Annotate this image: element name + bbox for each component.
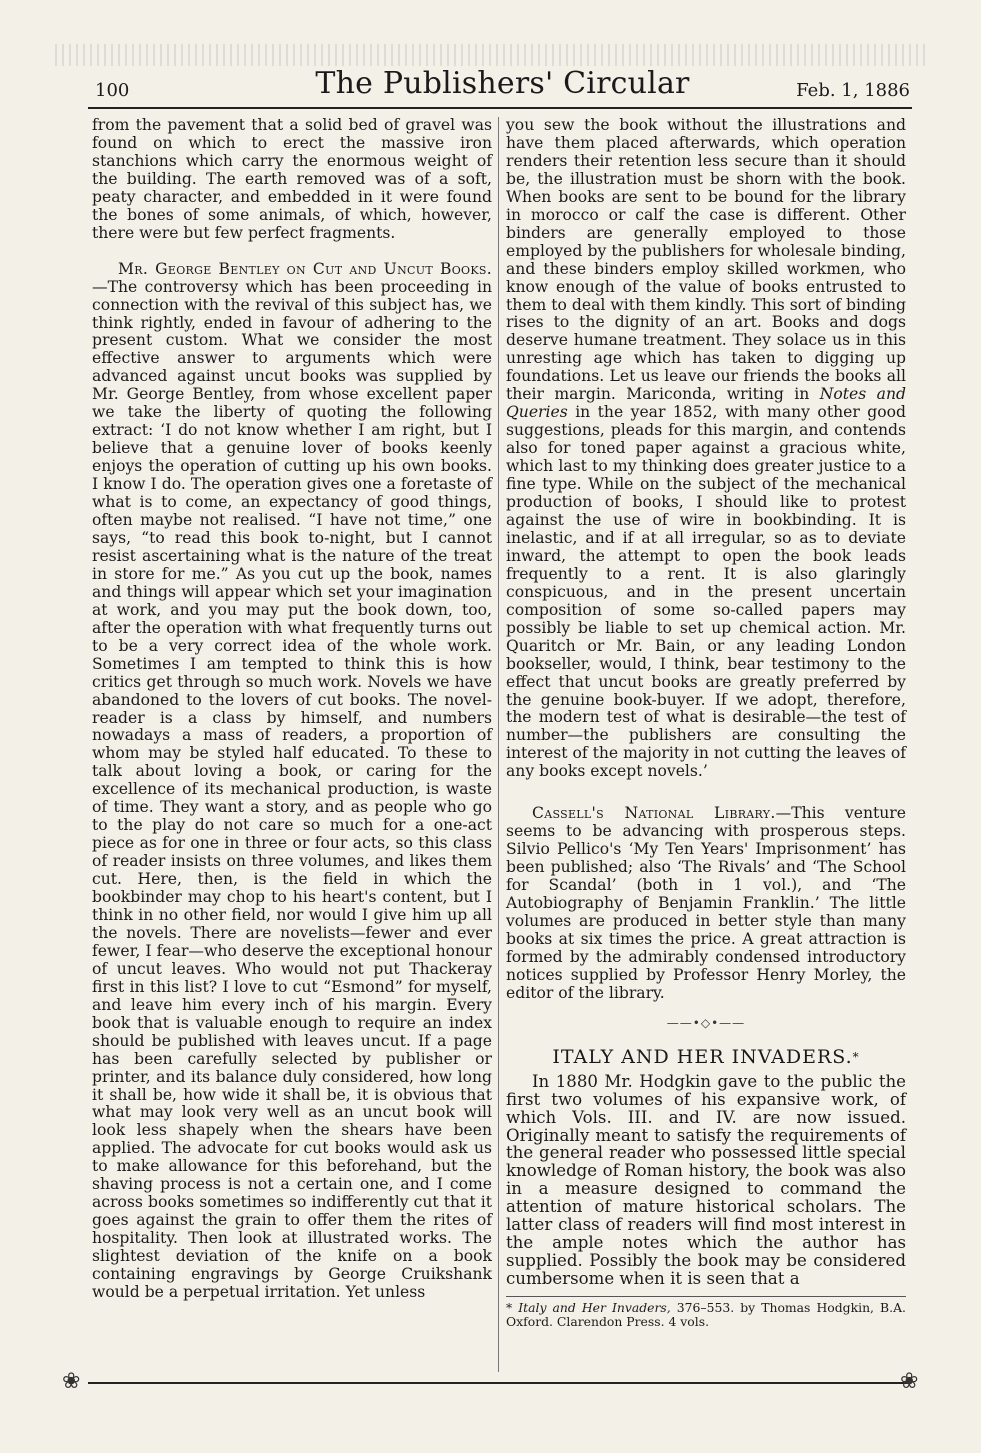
footer-rule xyxy=(88,1382,908,1384)
bentley-continued-text: you sew the book without the illustrations and have them placed afterwards, which operation renders their retention less secure than it should be, the illustration must be shorn with the book. When books are sent to be bound for the library in morocco or calf the case is different. Other binders are generally employed to those employed by the publishers for wholesale binding, and these binders employ skilled workmen, who know enough of the value of books entrusted to them to deal with them kindly. This sort of binding rises to the dignity of an art. Books and dogs deserve humane treatment. They solace us in this unresting age which has taken to digging up foundations. Let us leave our friends the books all their margin. Mariconda, writing in xyxy=(506,116,906,404)
italy-section-title xyxy=(506,1045,906,1068)
column-divider xyxy=(498,117,499,1372)
italy-title-text: ITALY AND HER INVADERS. xyxy=(552,1045,853,1068)
footnote-citation: 376–553. by Thomas Hodgkin, B.A. Oxford. Clarendon Press. 4 vols. xyxy=(506,1300,906,1329)
bentley-article xyxy=(92,261,492,1302)
bentley-heading: Mr. George Bentley on Cut and Uncut Books. xyxy=(118,259,492,278)
cassell-body: —This venture seems to be advancing with prosperous steps. Silvio Pellico's ‘My Ten Years' Imprisonment’ has been published; also ‘The Rivals’ and ‘The School for Scandal’ (both in 1 vol.), and ‘The Autobiography of Benjamin Franklin.’ The little volumes are produced in better style than many books at six times the price. A great attraction is formed by the admirably condensed introductory notices supplied by Professor Henry Morley, the editor of the library. xyxy=(506,804,906,1002)
page-header xyxy=(95,66,910,106)
print-smudge xyxy=(55,44,925,66)
right-column xyxy=(506,117,906,1328)
footnote-title: Italy and Her Invaders, xyxy=(518,1300,671,1316)
notes-queries-title: Notes and Queries xyxy=(506,385,906,422)
italy-review-body: In 1880 Mr. Hodgkin gave to the public the first two volumes of his expansive work, of which Vols. III. and IV. are now issued. Originally meant to satisfy the requirements of the general reader who possessed little special knowledge of Roman history, the book was also in a measure designed to command the attention of mature historical scholars. The latter class of readers will find most interest in the ample notes which the author has supplied. Possibly the book may be considered cumbersome when it is seen that a xyxy=(506,1071,906,1289)
masthead-title: The Publishers' Circular xyxy=(315,66,690,101)
page-number: 100 xyxy=(95,80,130,101)
cassell-heading: Cassell's National Library. xyxy=(532,804,776,823)
footnote-mark: * xyxy=(506,1300,513,1316)
flower-ornament-left: ❀ xyxy=(62,1369,81,1394)
footnote xyxy=(506,1301,906,1328)
issue-date: Feb. 1, 1886 xyxy=(796,80,910,101)
left-column xyxy=(92,117,492,1302)
footnote-rule xyxy=(506,1296,906,1297)
continued-paragraph: from the pavement that a solid bed of gravel was found on which to erect the massive iron stanchions which carry the enormous weight of the building. The earth removed was of a soft, peaty character, and embedded in it were found the bones of some animals, of which, however, there were but few perfect fragments. xyxy=(92,116,492,242)
header-rule xyxy=(88,107,912,109)
footnote-marker: * xyxy=(852,1049,860,1064)
section-ornament: ——•◇•—— xyxy=(666,1015,746,1030)
cassell-article xyxy=(506,805,906,1002)
bentley-continued xyxy=(506,117,906,781)
flower-ornament-right: ❀ xyxy=(900,1369,919,1394)
bentley-continued-text-2: in the year 1852, with many other good suggestions, pleads for this margin, and contends also for toned paper against a gracious white, which last to my thinking does greater justice to a fine type. While on the subject of the mechanical production of books, I should like to protest against the use of wire in bookbinding. It is inelastic, and if at all irregular, so as to deviate inward, the attempt to open the book leads frequently to a rent. It is also glaringly conspicuous, and in the present uncertain composition of some so-called papers may possibly be liable to set up chemical action. Mr. Quaritch or Mr. Bain, or any leading London bookseller, would, I think, bear testimony to the effect that uncut books are greatly preferred by the genuine book-buyer. If we adopt, therefore, the modern test of what is desirable—the test of number—the publishers are consulting the interest of the majority in not cutting the leaves of any books except novels.’ xyxy=(506,403,906,781)
bentley-body: —The controversy which has been proceeding in connection with the revival of this subject has, we think rightly, ended in favour of adhering to the present custom. What we consider the most effective answer to arguments which were advanced against uncut books was supplied by Mr. George Bentley, from whose excellent paper we take the liberty of quoting the following extract: ‘I do not know whether I am right, but I believe that a genuine lover of books keenly enjoys the operation of cutting up his own books. I know I do. The operation gives one a foretaste of what is to come, an expectancy of good things, often maybe not realised. “I have not time,” one says, “to read this book to-night, but I cannot resist ascertaining what is the nature of the treat in store for me.” As you cut up the book, names and things will appear which set your imagination at work, and you may put the book down, too, after the operation with what frequently turns out to be a very correct idea of the whole work. Sometimes I am tempted to think this is how critics get through so much work. Novels we have abandoned to the lovers of cut books. The novel-reader is a class by himself, and numbers nowadays a mass of readers, a proportion of whom may be styled half educated. To these to talk about loving a book, or caring for the excellence of its mechanical production, is waste of time. They want a story, and as people who go to the play do not care so much for a one-act piece as for one in three or four acts, so this class of reader insists on three volumes, and likes them cut. Here, then, is the field in which the bookbinder may chop to his heart's content, but I think in no other field, nor would I give him up all the novels. There are novelists—fewer and ever fewer, I fear—who deserve the exceptional honour of uncut leaves. Who would not put Thackeray first in this list? I love to cut “Esmond” for myself, and leave him every inch of his margin. Every book that is valuable enough to require an index should be published with leaves uncut. If a page has been carefully selected by publisher or printer, and its balance duly considered, how long it shall be, how wide it shall be, it is obvious that what may look very well as an uncut book will look less shapely when the shears have been applied. The advocate for cut books would ask us to make allowance for this beforehand, but the shaving process is not a certain one, and I come across books sometimes so indifferently cut that it goes against the grain to offer them the rites of hospitality. Then look at illustrated works. The slightest deviation of the knife on a book containing engravings by George Cruikshank would be a perpetual irritation. Yet unless xyxy=(92,277,492,1301)
